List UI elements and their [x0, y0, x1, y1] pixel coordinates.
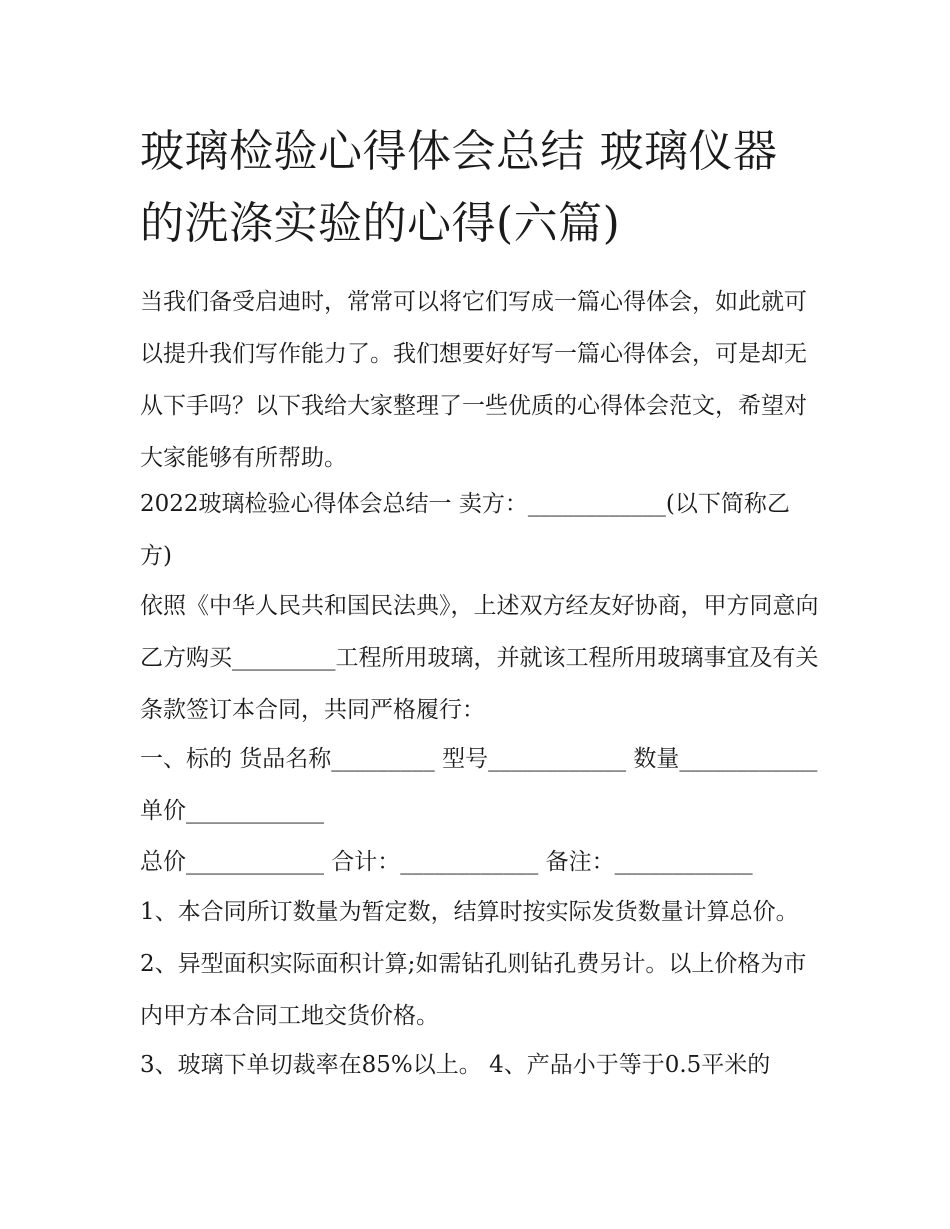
clause-3-4-paragraph: 3、玻璃下单切裁率在85%以上。 4、产品小于等于0.5平米的 — [140, 1052, 771, 1078]
total-paragraph: 总价____________ 合计：____________ 备注：____________ — [140, 849, 753, 875]
document-title: 玻璃检验心得体会总结 玻璃仪器的洗涤实验的心得(六篇) — [140, 126, 778, 249]
clause-1-2-paragraph: 1、本合同所订数量为暂定数，结算时按实际发货数量计算总价。 2、异型面积实际面积计算;如需钻孔则钻孔费另计。以上价格为市内甲方本合同工地交货价格。 — [140, 899, 807, 1029]
goods-paragraph: 一、标的 货品名称_________ 型号____________ 数量____________ 单价____________ — [140, 746, 818, 824]
intro-paragraph: 当我们备受启迪时，常常可以将它们写成一篇心得体会，如此就可以提升我们写作能力了。我们想要好好写一篇心得体会，可是却无从下手吗？以下我给大家整理了一些优质的心得体会范文，希望对大家能够有所帮助。 — [140, 289, 807, 471]
agreement-paragraph: 依照《中华人民共和国民法典》，上述双方经友好协商，甲方同意向乙方购买_________工程所用玻璃，并就该工程所用玻璃事宜及有关条款签订本合同，共同严格履行： — [140, 593, 819, 723]
seller-paragraph: 2022玻璃检验心得体会总结一 卖方：____________(以下简称乙方) — [140, 491, 790, 569]
